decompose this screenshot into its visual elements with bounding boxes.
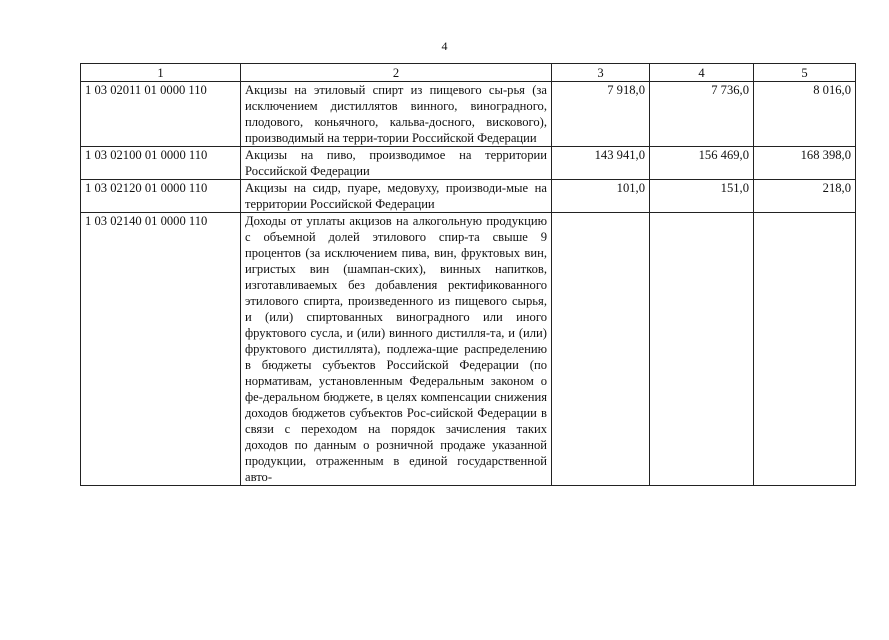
revenue-table [80, 63, 856, 486]
value-year1-cell: 7 918,0 [552, 82, 650, 147]
table-row [81, 147, 856, 180]
value-year2-cell: 151,0 [650, 180, 754, 213]
table-header-row [81, 64, 856, 82]
description-cell: Доходы от уплаты акцизов на алкогольную продукцию с объемной долей этилового спир-та свыше 9 процентов (за исключением пива, вин, фруктовых вин, игристых вин (шампан-ских), винных напитков, изготавливаемых без добавления ректификованного этилового спирта, произведенного из пищевого сырья, и (или) спиртованных виноградного или иного фруктового сусла, и (или) винного дистилля-та, и (или) фруктового дистиллята), подлежа-щие распределению в бюджеты субъектов Российской Федерации (по нормативам, установленным Федеральным законом о фе-деральном бюджете, в целях компенсации снижения доходов бюджетов субъектов Рос-сийской Федерации в связи с переходом на порядок зачисления таких доходов по данным о розничной продаже указанной продукции, отраженным в единой государственной авто- [241, 213, 552, 486]
description-cell: Акцизы на этиловый спирт из пищевого сы-рья (за исключением дистиллятов винного, виноградного, плодового, коньячного, кальва-досного, вискового), производимый на терри-тории Российской Федерации [241, 82, 552, 147]
value-year1-cell [552, 213, 650, 486]
value-year1-cell: 101,0 [552, 180, 650, 213]
value-year3-cell: 218,0 [754, 180, 856, 213]
table-row [81, 213, 856, 486]
description-cell: Акцизы на пиво, производимое на территории Российской Федерации [241, 147, 552, 180]
value-year3-cell: 168 398,0 [754, 147, 856, 180]
value-year1-cell: 143 941,0 [552, 147, 650, 180]
value-year2-cell [650, 213, 754, 486]
description-cell: Акцизы на сидр, пуаре, медовуху, производи-мые на территории Российской Федерации [241, 180, 552, 213]
column-header-description: 2 [241, 64, 552, 82]
value-year2-cell: 156 469,0 [650, 147, 754, 180]
budget-code-cell: 1 03 02100 01 0000 110 [81, 147, 241, 180]
column-header-year2: 4 [650, 64, 754, 82]
value-year3-cell: 8 016,0 [754, 82, 856, 147]
table-row [81, 180, 856, 213]
budget-code-cell: 1 03 02011 01 0000 110 [81, 82, 241, 147]
column-header-year1: 3 [552, 64, 650, 82]
column-header-year3: 5 [754, 64, 856, 82]
value-year3-cell [754, 213, 856, 486]
budget-code-cell: 1 03 02120 01 0000 110 [81, 180, 241, 213]
budget-code-cell: 1 03 02140 01 0000 110 [81, 213, 241, 486]
column-header-code: 1 [81, 64, 241, 82]
value-year2-cell: 7 736,0 [650, 82, 754, 147]
table-row [81, 82, 856, 147]
page-number: 4 [441, 39, 448, 53]
